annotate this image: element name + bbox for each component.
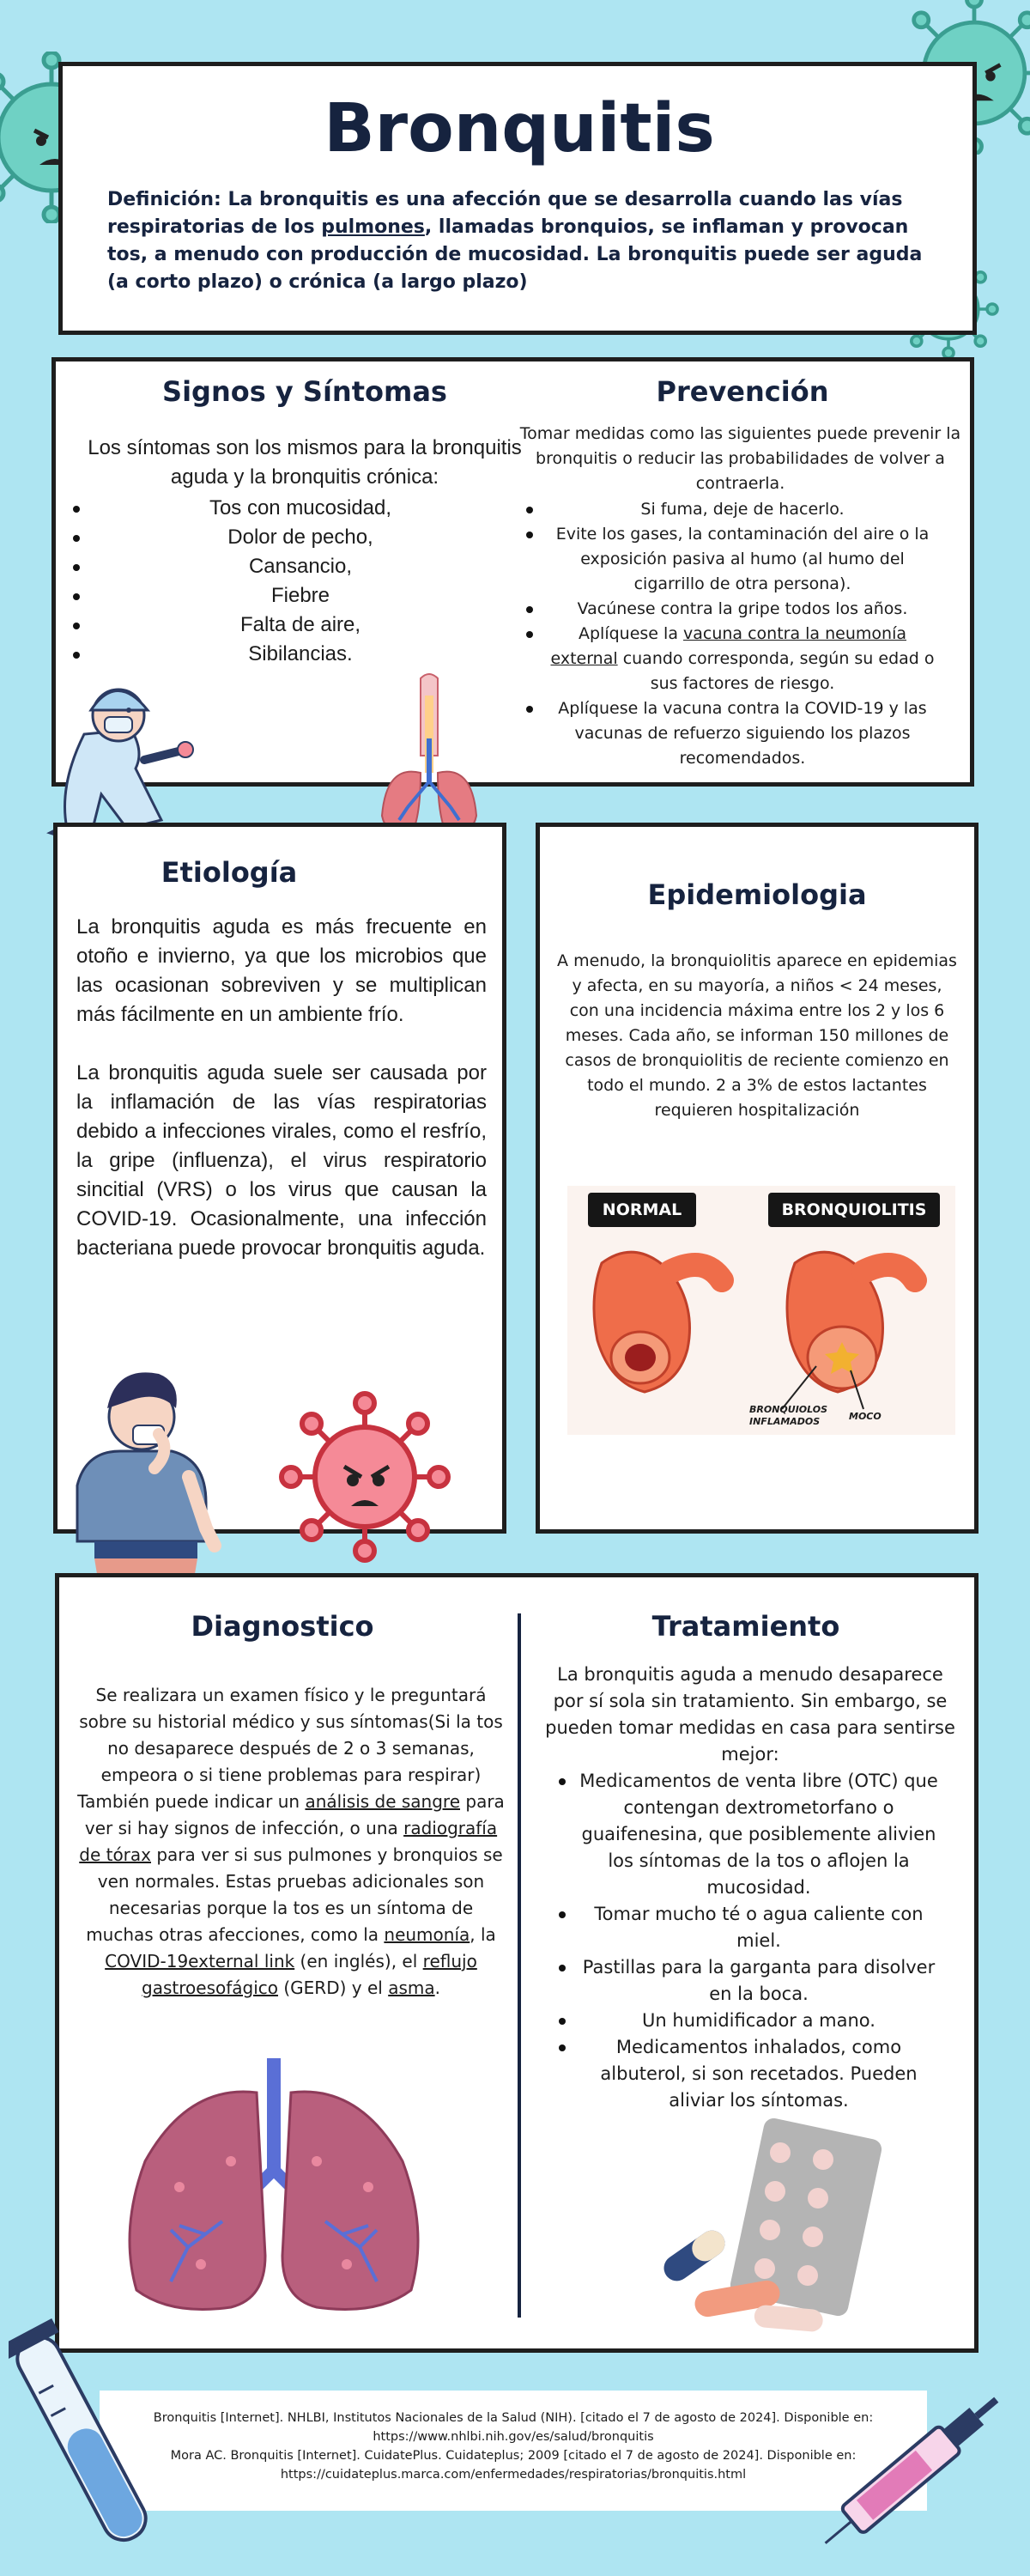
tratamiento-title: Tratamiento [651, 1610, 840, 1643]
column-divider [518, 1613, 521, 2318]
definition-label: Definición: [107, 189, 221, 210]
label-bronquiolitis: BRONQUIOLITIS [768, 1193, 940, 1227]
caption-moco: MOCO [849, 1411, 882, 1422]
epidemiologia-card [536, 823, 978, 1534]
bronquiolitis-image [567, 1186, 955, 1435]
signo-item: Falta de aire, [73, 611, 502, 640]
coughing-person-illustration [60, 1357, 223, 1589]
signos-list [73, 494, 502, 669]
diagnostico-text: Se realizara un examen físico y le preguntará sobre su historial médico y sus síntomas(Si la tos no desaparece después de 2 o 3 semanas, empeora o si tiene problemas para respirar) También puede indicar un análisis de sangre para ver si hay signos de infección, o una radiografía de tórax para ver si sus pulmones y bronquios se ven normales. Estas pruebas adicionales son necesarias porque la tos es un síntoma de muchas otras afecciones, como la neumonía, la COVID-19external link (en inglés), el reflujo gastroesofágico (GERD) y el asma. [77, 1685, 505, 1998]
prevencion-title: Prevención [656, 375, 829, 408]
epidemiologia-title: Epidemiologia [647, 878, 867, 911]
etiologia-p1: La bronquitis aguda es más frecuente en otoño e invierno, ya que los microbios que las ocasionan sobreviven y se multiplican más fácilmente en un ambiente frío. [76, 915, 487, 1026]
etiologia-p2: La bronquitis aguda suele ser causada por la inflamación de las vías respiratorias debido a infecciones virales, como el resfrío, la gripe (influenza), el virus respiratorio sincitial (VRS) o los virus que causan la COVID-19. Ocasionalmente, una infección bacteriana puede provocar bronquitis aguda. [76, 1061, 487, 1260]
definition-part1: La bronquitis es una afección que se desarrolla cuando las vías respiratorias de los [107, 189, 903, 238]
label-normal: NORMAL [588, 1193, 696, 1227]
tratamiento-item: Medicamentos de venta libre (OTC) que contengan dextrometorfano o guaifenesina, que posiblemente alivien los síntomas de la tos o aflojen la mucosidad. [540, 1768, 960, 1901]
vacuna-neumonia-link[interactable]: vacuna contra la neumonía [683, 624, 906, 643]
signo-item: Sibilancias. [73, 640, 502, 669]
caption-bronquiolos-2: INFLAMADOS [749, 1416, 821, 1427]
signo-item: Fiebre [73, 581, 502, 611]
signo-item: Cansancio, [73, 552, 502, 581]
tratamiento-item: Medicamentos inhalados, como albuterol, si son recetados. Pueden aliviar los síntomas. [540, 2034, 960, 2114]
analisis-sangre-link[interactable]: análisis de sangre [305, 1791, 461, 1812]
prevencion-item: Aplíquese la vacuna contra la neumonía external cuando corresponda, según su edad o sus factores de riesgo. [519, 622, 966, 696]
signo-item: Tos con mucosidad, [73, 494, 502, 523]
prevencion-item: Si fuma, deje de hacerlo. [519, 497, 966, 522]
covid-link[interactable]: COVID-19external link [105, 1951, 295, 1971]
page-title: Bronquitis [324, 90, 715, 167]
lungs-illustration [119, 2058, 428, 2316]
signo-item: Dolor de pecho, [73, 523, 502, 552]
pills-illustration [660, 2118, 883, 2333]
pulmones-link[interactable]: pulmones [321, 216, 425, 238]
epidemiologia-text: A menudo, la bronquiolitis aparece en epidemias y afecta, en su mayoría, a niños < 24 meses, con una incidencia máxima entre los 2 y los 6 meses. Cada año, se informan 150 millones de casos de bronquiolitis de reciente comienzo en todo el mundo. 2 a 3% de estos lactantes requieren hospitalización [557, 951, 957, 1120]
signos-intro: Los síntomas son los mismos para la bronquitis aguda y la bronquitis crónica: [88, 436, 522, 489]
tratamiento-item: Un humidificador a mano. [540, 2008, 960, 2034]
definition-text [107, 186, 931, 296]
tratamiento-item: Pastillas para la garganta para disolver en la boca. [540, 1954, 960, 2008]
prevencion-intro: Tomar medidas como las siguientes puede prevenir la bronquitis o reducir las probabilidades de volver a contraerla. [519, 424, 961, 493]
diagnostico-tratamiento-card [55, 1573, 978, 2353]
reflujo-link[interactable]: reflujo gastroesofágico [142, 1951, 477, 1998]
prevencion-list [519, 497, 966, 771]
signos-title: Signos y Síntomas [162, 375, 447, 408]
prevencion-item: Aplíquese la vacuna contra la COVID-19 y las vacunas de refuerzo siguiendo los plazos recomendados. [519, 696, 966, 771]
prevencion-item: Evite los gases, la contaminación del aire o la exposición pasiva al humo (al humo del cigarrillo de otra persona). [519, 522, 966, 597]
reference-2: Mora AC. Bronquitis [Internet]. CuidatePlus. Cuidateplus; 2009 [citado el 7 de agosto de 2024]. Disponible en: https://cuidateplus.marca.com/enfermedades/respiratorias/bronquitis.html [170, 2449, 857, 2482]
reference-1: Bronquitis [Internet]. NHLBI, Institutos Nacionales de la Salud (NIH). [citado el 7 de agosto de 2024]. Disponible en: https://www.nhlbi.nih.gov/es/salud/bronquitis [153, 2411, 874, 2444]
tratamiento-item: Tomar mucho té o agua caliente con miel. [540, 1901, 960, 1954]
tratamiento-list [540, 1768, 960, 2114]
virus-pink-icon [279, 1391, 451, 1563]
definition-part2: , llamadas bronquios, se inflaman y provocan tos, a menudo con producción de mucosidad. La bronquitis puede ser aguda (a corto plazo) o crónica (a largo plazo) [107, 216, 923, 293]
diagnostico-title: Diagnostico [191, 1610, 374, 1643]
header-card [58, 62, 977, 335]
external-link[interactable]: external [550, 649, 618, 668]
syringe-icon [798, 2361, 1030, 2576]
neumonia-link[interactable]: neumonía [384, 1924, 470, 1945]
test-tube-icon [9, 2310, 154, 2567]
prevencion-item: Vacúnese contra la gripe todos los años. [519, 597, 966, 622]
tratamiento-intro: La bronquitis aguda a menudo desaparece por sí sola sin tratamiento. Sin embargo, se pueden tomar medidas en casa para sentirse mejor: [545, 1664, 955, 1765]
radiografia-link[interactable]: radiografía de tórax [79, 1818, 498, 1865]
asma-link[interactable]: asma [388, 1978, 435, 1998]
caption-bronquiolos-1: BRONQUIOLOS [749, 1404, 828, 1415]
etiologia-title: Etiología [161, 856, 298, 889]
